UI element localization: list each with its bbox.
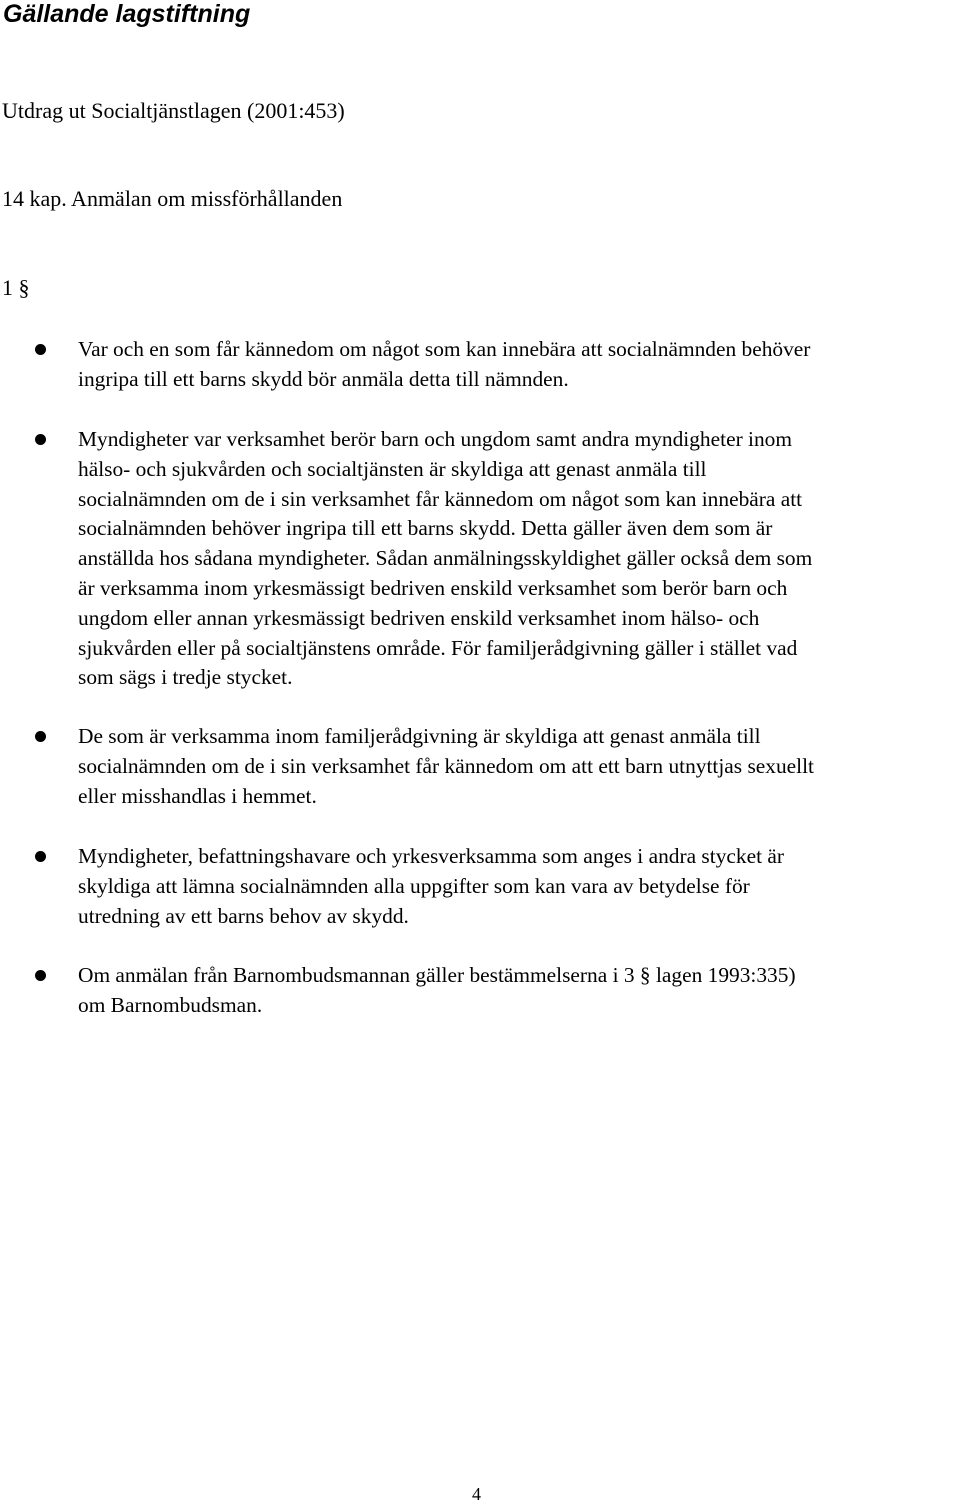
text-line: sjukvården eller på socialtjänstens område. För familjerådgivning gäller i stället vad <box>78 635 798 660</box>
bullet-dot-icon <box>35 731 46 742</box>
chapter-title: 14 kap. Anmälan om missförhållanden <box>2 186 343 211</box>
text-line: socialnämnden behöver ingripa till ett barns skydd. Detta gäller även dem som är <box>78 516 773 541</box>
text-line: Om anmälan från Barnombudsmannan gäller bestämmelserna i 3 § lagen 1993:335) <box>78 963 796 987</box>
section-number: 1 § <box>2 275 30 300</box>
text-line: De som är verksamma inom familjerådgivning är skyldiga att genast anmäla till <box>78 724 761 748</box>
text-line: anställda hos sådana myndigheter. Sådan anmälningsskyldighet gäller också dem som <box>78 546 813 571</box>
text-line: utredning av ett barns behov av skydd. <box>78 903 409 928</box>
text-line: ungdom eller annan yrkesmässigt bedriven enskild verksamhet inom hälso- och <box>78 605 760 630</box>
law-subtitle: Utdrag ut Socialtjänstlagen (2001:453) <box>2 98 345 123</box>
text-line: skyldiga att lämna socialnämnden alla uppgifter som kan vara av betydelse för <box>78 873 750 898</box>
page-heading: Gällande lagstiftning <box>3 0 251 28</box>
text-line: Myndigheter, befattningshavare och yrkesverksamma som anges i andra stycket är <box>78 844 784 868</box>
text-line: som sägs i tredje stycket. <box>78 665 293 690</box>
bullet-item <box>78 842 958 931</box>
bullet-item <box>78 425 958 693</box>
bullet-item <box>78 961 958 1021</box>
bullet-item <box>78 722 958 811</box>
bullet-dot-icon <box>35 970 46 981</box>
text-line: Myndigheter var verksamhet berör barn och ungdom samt andra myndigheter inom <box>78 427 793 451</box>
text-line: eller misshandlas i hemmet. <box>78 783 317 808</box>
text-line: ingripa till ett barns skydd bör anmäla detta till nämnden. <box>78 366 569 391</box>
text-line: hälso- och sjukvården och socialtjänsten är skyldiga att genast anmäla till <box>78 456 707 481</box>
text-line: är verksamma inom yrkesmässigt bedriven enskild verksamhet som berör barn och <box>78 575 788 600</box>
text-line: socialnämnden om de i sin verksamhet får kännedom om att ett barn utnyttjas sexuellt <box>78 753 815 778</box>
text-line: Var och en som får kännedom om något som kan innebära att socialnämnden behöver <box>78 337 811 361</box>
bullet-dot-icon <box>35 434 46 445</box>
text-line: om Barnombudsman. <box>78 992 263 1017</box>
bullet-dot-icon <box>35 851 46 862</box>
bullet-dot-icon <box>35 344 46 355</box>
text-line: socialnämnden om de i sin verksamhet får kännedom om något som kan innebära att <box>78 486 803 511</box>
page-number: 4 <box>472 1484 481 1504</box>
bullet-item <box>78 335 958 395</box>
